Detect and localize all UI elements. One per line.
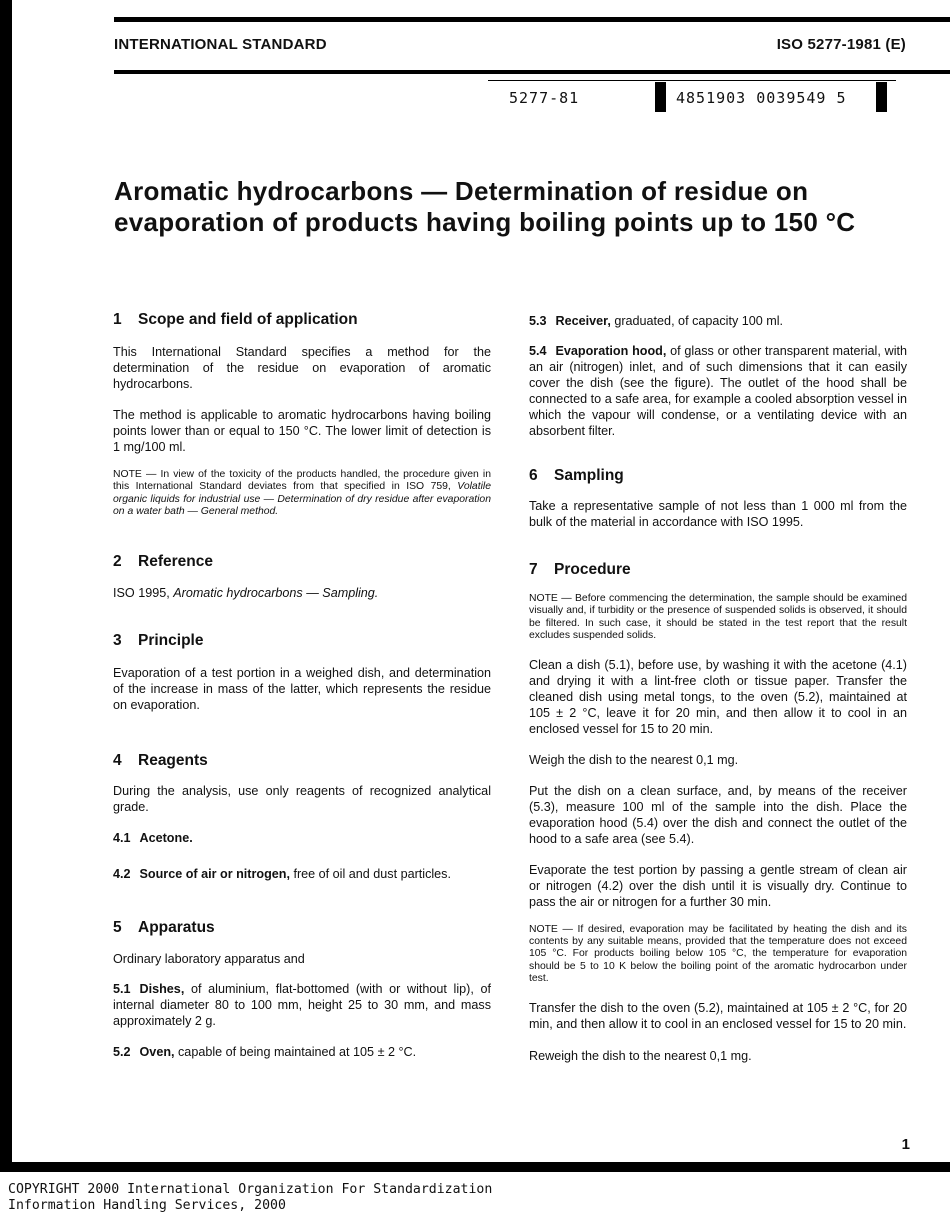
item-text: of aluminium, flat-bottomed (with or without lip), of internal diameter 80 to 100 mm, height 25 to 30 mm, and mass approximately 2 g. xyxy=(113,981,491,1028)
procedure-paragraph-5: Transfer the dish to the oven (5.2), maintained at 105 ± 2 °C, for 20 min, and then allow it to cool in an enclosed vessel for 15 to 20 min. xyxy=(529,1000,907,1031)
item-term: Oven, xyxy=(139,1044,175,1059)
left-column xyxy=(113,310,491,1060)
section-title: Apparatus xyxy=(138,918,215,936)
item-term: Receiver, xyxy=(555,314,611,328)
scope-note-text: NOTE — In view of the toxicity of the products handled, the procedure given in this International Standard deviates from that specified in ISO 759, xyxy=(113,469,491,493)
header-bottom-rule xyxy=(114,70,950,74)
section-title: Reagents xyxy=(138,751,208,769)
reference-paragraph xyxy=(113,585,491,601)
item-text: of glass or other transparent material, with an air (nitrogen) inlet, and of such dimensions that it can easily cover the dish (see the figure). The outlet of the hood shall be connected to a safe area, for example a cooled absorption vessel in which the vapour will condense, or a ventilating device with an absorbent filter. xyxy=(529,344,907,438)
scope-paragraph-2: The method is applicable to aromatic hydrocarbons having boiling points lower than or equal to 150 °C. The lower limit of detection is 1 mg/100 ml. xyxy=(113,408,491,454)
item-text: graduated, of capacity 100 ml. xyxy=(610,314,784,328)
item-number: 5.2 xyxy=(113,1044,131,1059)
document-title: Aromatic hydrocarbons — Determination of residue on evaporation of products having boiling points up to 150 °C xyxy=(114,176,856,237)
section-number: 1 xyxy=(113,311,122,328)
sampling-paragraph: Take a representative sample of not less than 1 000 ml from the bulk of the material in accordance with ISO 1995. xyxy=(529,499,907,529)
reference-number: ISO 1995, xyxy=(113,585,174,600)
header-top-rule xyxy=(114,17,950,22)
reagent-item-acetone xyxy=(113,830,491,846)
scan-bottom-edge xyxy=(0,1162,950,1172)
right-column xyxy=(529,313,907,1064)
reagents-paragraph: During the analysis, use only reagents of recognized analytical grade. xyxy=(113,783,491,814)
reagent-item-air-nitrogen xyxy=(113,866,491,882)
item-term: Evaporation hood, xyxy=(555,344,667,358)
section-title: Principle xyxy=(138,631,204,649)
scope-paragraph-1: This International Standard specifies a method for the determination of the residue on evaporation of aromatic hydrocarbons. xyxy=(113,345,491,391)
section-heading-procedure xyxy=(529,560,907,580)
apparatus-item-receiver xyxy=(529,313,907,329)
stamp-serial: 4851903 0039549 5 xyxy=(676,89,847,107)
apparatus-paragraph: Ordinary laboratory apparatus and xyxy=(113,951,305,966)
procedure-paragraph-3: Put the dish on a clean surface, and, by means of the receiver (5.3), measure 100 ml of the sample into the dish. Place the evaporation hood (5.4) over the dish and connect the outlet of the hood to a safe area (see 5.4). xyxy=(529,783,907,846)
section-heading-reference xyxy=(113,552,491,572)
apparatus-item-oven xyxy=(113,1044,491,1060)
item-number: 5.1 xyxy=(113,981,131,996)
stamp-rule xyxy=(488,80,896,81)
stamp-block-right xyxy=(876,82,887,112)
item-term: Source of air or nitrogen, xyxy=(139,866,290,881)
procedure-paragraph-1: Clean a dish (5.1), before use, by washing it with the acetone (4.1) and drying it with a lint-free cloth or tissue paper. Transfer the cleaned dish using metal tongs, to the oven (5.2), maintained at 105 ± 2 °C, leave it for 20 min, and then allow it to cool in an enclosed vessel for 15 to 20 min. xyxy=(529,657,907,736)
section-heading-principle xyxy=(113,631,491,651)
scan-left-edge xyxy=(0,0,12,1172)
item-term: Dishes, xyxy=(139,981,185,996)
scope-note xyxy=(113,469,491,519)
procedure-paragraph-4: Evaporate the test portion by passing a gentle stream of clean air or nitrogen (4.2) over the dish until it is visually dry. Continue to pass the air or nitrogen for a further 30 min. xyxy=(529,862,907,909)
item-number: 4.1 xyxy=(113,830,131,845)
section-number: 5 xyxy=(113,918,122,936)
apparatus-item-dishes xyxy=(113,981,491,1029)
copyright-notice xyxy=(8,1182,492,1214)
copyright-line-1: COPYRIGHT 2000 International Organization For Standardization xyxy=(8,1182,493,1197)
header-document-type: INTERNATIONAL STANDARD xyxy=(114,36,327,53)
item-text: free of oil and dust particles. xyxy=(289,866,451,881)
principle-paragraph: Evaporation of a test portion in a weighed dish, and determination of the increase in mass of the latter, which represents the residue on evaporation. xyxy=(113,665,491,712)
item-number: 4.2 xyxy=(113,866,131,881)
copyright-line-2: Information Handling Services, 2000 xyxy=(8,1198,286,1213)
procedure-paragraph-6: Reweigh the dish to the nearest 0,1 mg. xyxy=(529,1048,752,1063)
apparatus-item-hood xyxy=(529,343,907,439)
stamp-code: 5277-81 xyxy=(509,89,580,107)
item-text: capable of being maintained at 105 ± 2 °C. xyxy=(174,1044,417,1059)
section-number: 6 xyxy=(529,467,538,484)
item-number: 5.4 xyxy=(529,344,547,358)
procedure-note-2: NOTE — If desired, evaporation may be facilitated by heating the dish and its contents by any suitable means, provided that the temperature does not exceed 105 °C. For products boiling below 105 °C, the temperature for evaporation should be 5 to 10 K below the boiling point of the aromatic hydrocarbon under test. xyxy=(529,923,907,985)
stamp-block-left xyxy=(655,82,666,112)
procedure-note-1: NOTE — Before commencing the determination, the sample should be examined visually and, if turbidity or the presence of suspended solids is observed, it should be filtered. In such case, it should be stated in the test report that the result excludes suspended solids. xyxy=(529,593,907,642)
scope-note-citation: Volatile organic liquids for industrial use — Determination of dry residue after evaporation on a water bath — General method. xyxy=(113,481,491,518)
procedure-paragraph-2: Weigh the dish to the nearest 0,1 mg. xyxy=(529,752,739,767)
section-number: 3 xyxy=(113,631,122,649)
section-heading-apparatus xyxy=(113,918,491,938)
section-title: Reference xyxy=(138,552,213,570)
section-title: Scope and field of application xyxy=(138,311,358,328)
section-number: 7 xyxy=(529,561,538,578)
section-number: 2 xyxy=(113,552,122,570)
header-standard-number: ISO 5277-1981 (E) xyxy=(776,36,906,53)
page-number: 1 xyxy=(901,1136,910,1153)
section-number: 4 xyxy=(113,751,122,769)
reference-title: Aromatic hydrocarbons — Sampling. xyxy=(173,585,379,600)
section-title: Procedure xyxy=(554,561,631,578)
item-term: Acetone. xyxy=(139,830,193,845)
section-title: Sampling xyxy=(554,467,624,484)
section-heading-reagents xyxy=(113,751,491,771)
section-heading-sampling xyxy=(529,466,907,486)
item-number: 5.3 xyxy=(529,314,547,328)
section-heading-scope xyxy=(113,310,491,330)
